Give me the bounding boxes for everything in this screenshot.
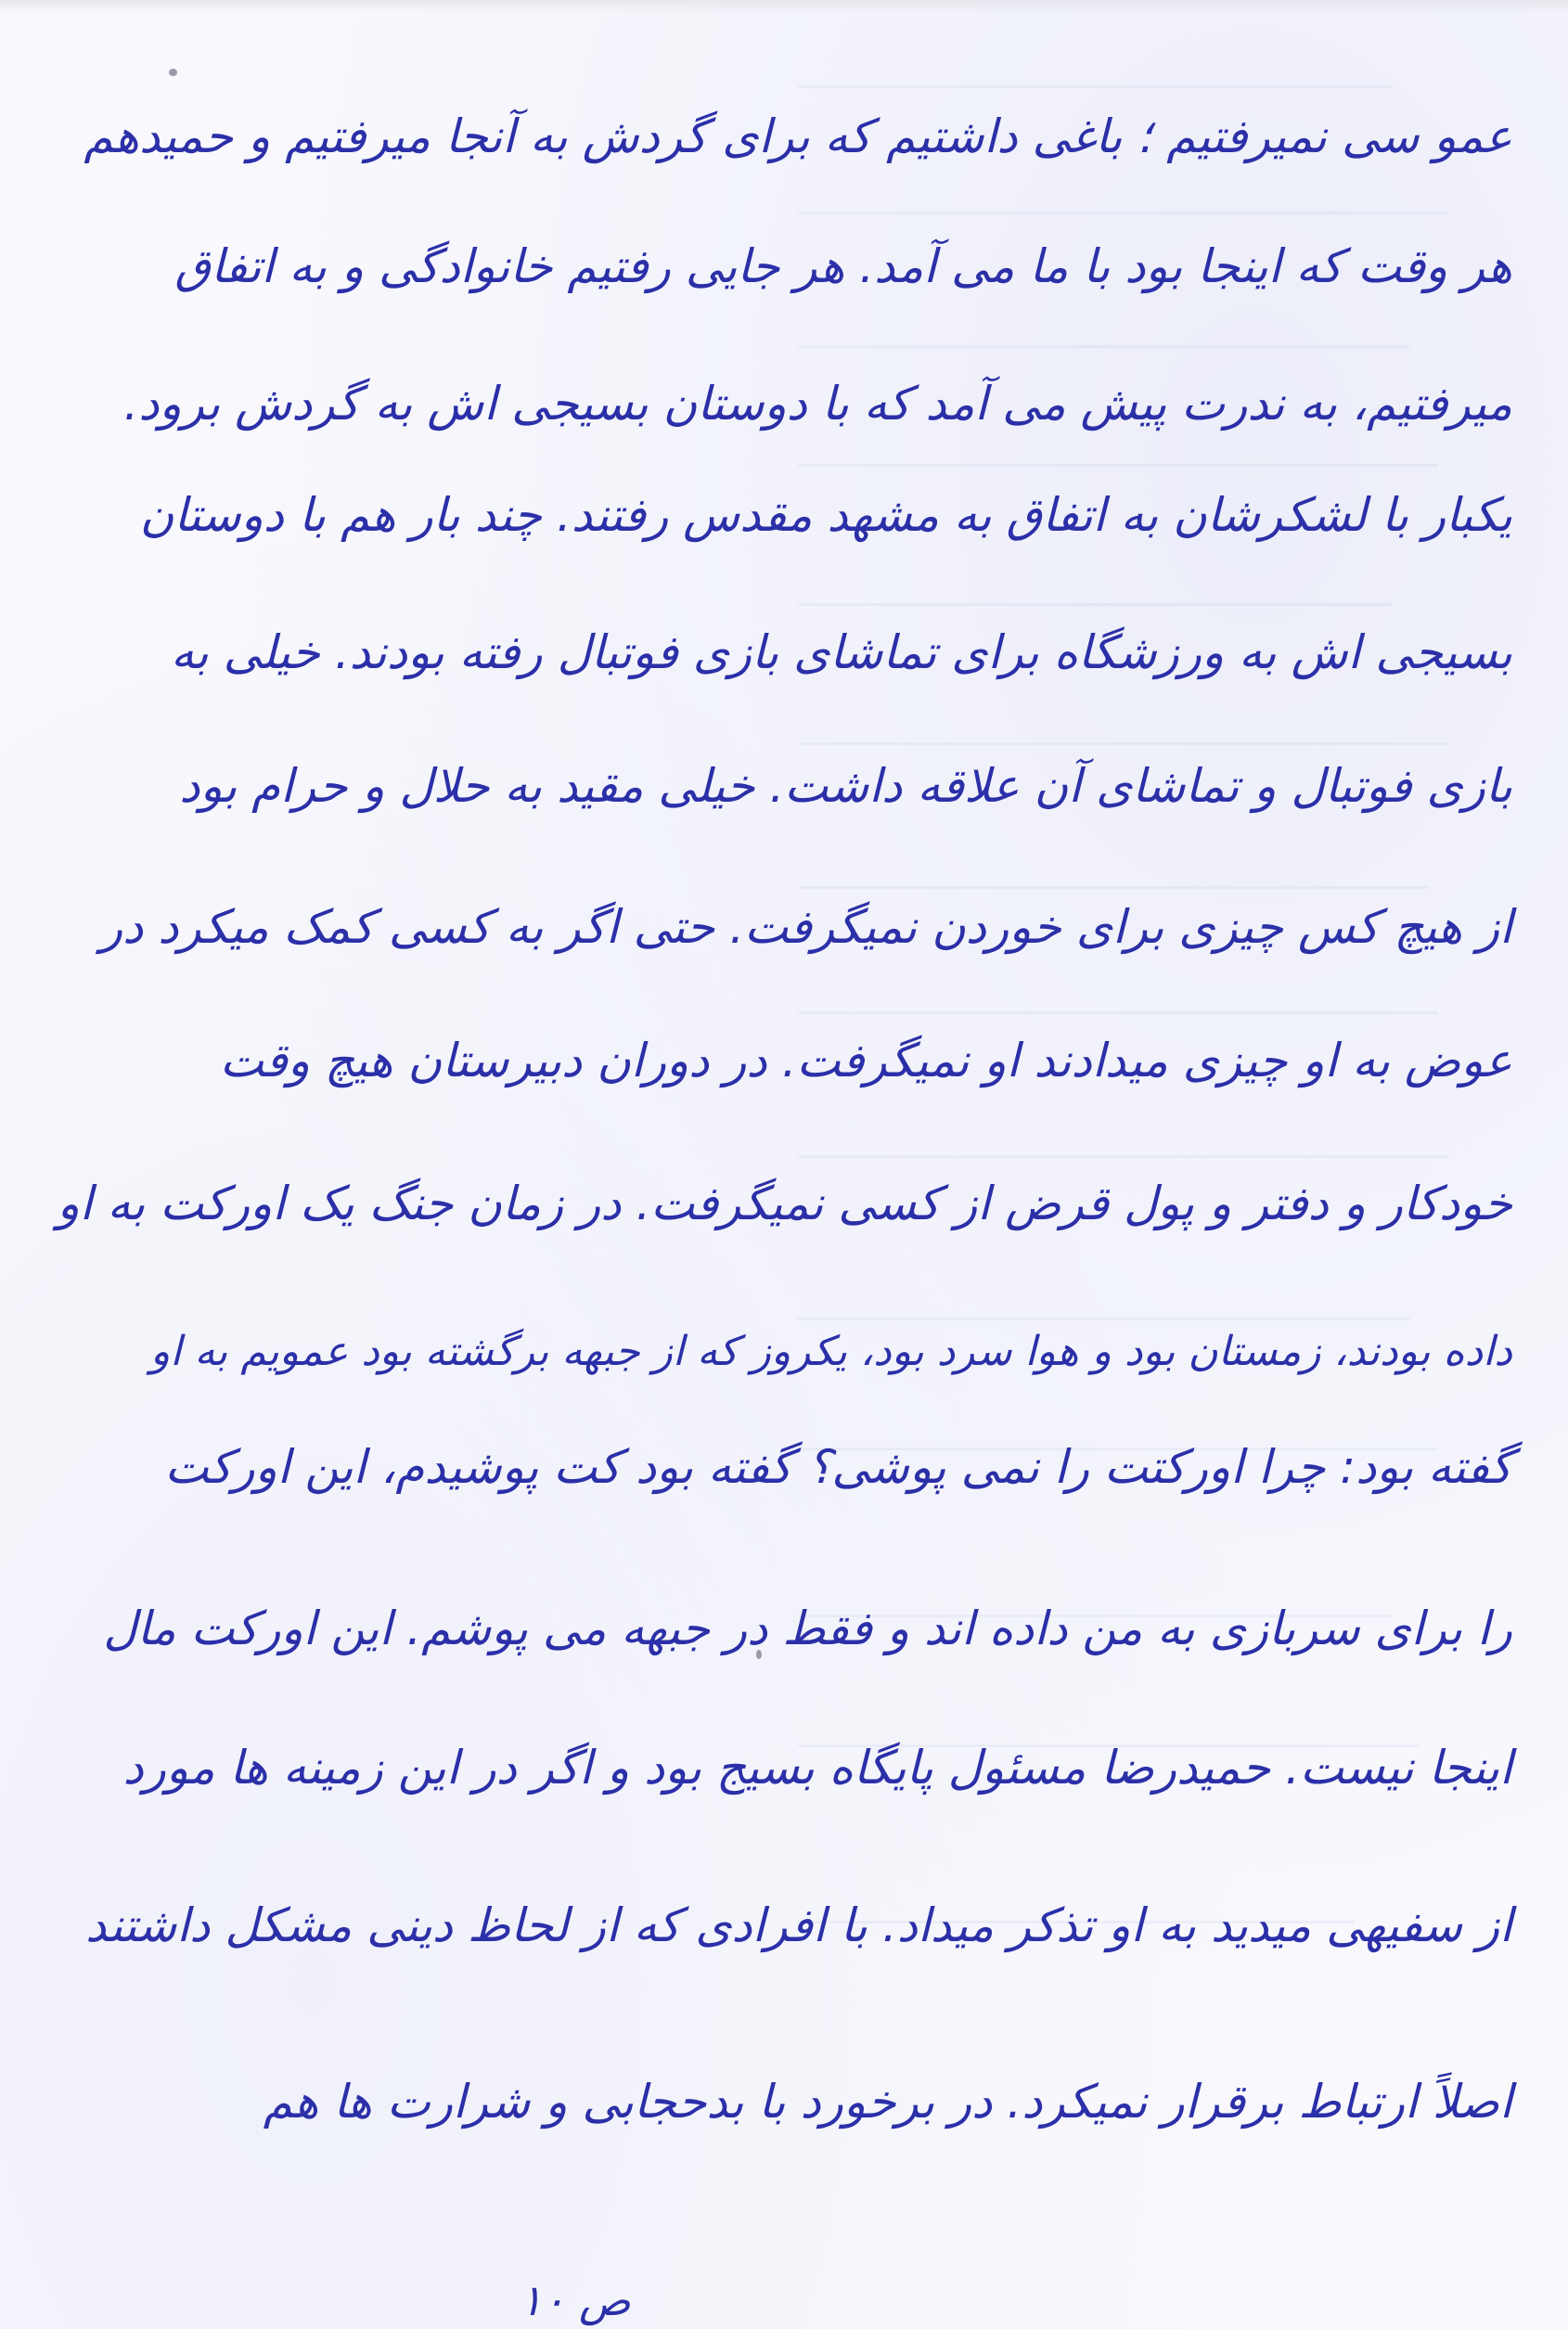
text-line: خودکار و دفتر و پول قرض از کسی نمیگرفت. در زمان جنگ یک اورکت به او [57,1177,1512,1230]
text-line: عوض به او چیزی میدادند او نمیگرفت. در دوران دبیرستان هیچ وقت [219,1034,1512,1087]
text-line: عمو سی نمیرفتیم ؛ باغی داشتیم که برای گردش به آنجا میرفتیم و حمیدهم [84,109,1512,163]
text-line: از هیچ کس چیزی برای خوردن نمیگرفت. حتی اگر به کسی کمک میکرد در [99,900,1512,954]
text-line: بسیجی اش به ورزشگاه برای تماشای بازی فوتبال رفته بودند. خیلی به [171,625,1512,679]
text-line: اصلاً ارتباط برقرار نمیکرد. در برخورد با بدحجابی و شرارت ها هم [263,2075,1512,2129]
text-line: اینجا نیست. حمیدرضا مسئول پایگاه بسیج بود و اگر در این زمینه ها مورد [122,1741,1512,1795]
handwritten-text-block [56,0,1512,2329]
text-line: هر وقت که اینجا بود با ما می آمد. هر جایی رفتیم خانوادگی و به اتفاق [174,239,1512,293]
text-line: از سفیهی میدید به او تذکر میداد. با افرادی که از لحاظ دینی مشکل داشتند [84,1898,1512,1952]
text-line: داده بودند، زمستان بود و هوا سرد بود، یکروز که از جبهه برگشته بود عمویم به او [149,1328,1512,1375]
page-number: ص ۱۰ [520,2275,631,2325]
text-line: بازی فوتبال و تماشای آن علاقه داشت. خیلی مقید به حلال و حرام بود [179,759,1512,813]
text-line: میرفتیم، به ندرت پیش می آمد که با دوستان بسیجی اش به گردش برود. [123,377,1512,431]
text-line: یکبار با لشکرشان به اتفاق به مشهد مقدس رفتند. چند بار هم با دوستان [139,488,1512,542]
text-line: را برای سربازی به من داده اند و فقط در جبهه می پوشم. این اورکت مال [103,1602,1512,1655]
text-line: گفته بود: چرا اورکتت را نمی پوشی؟ گفته بود کت پوشیدم، این اورکت [164,1440,1512,1494]
